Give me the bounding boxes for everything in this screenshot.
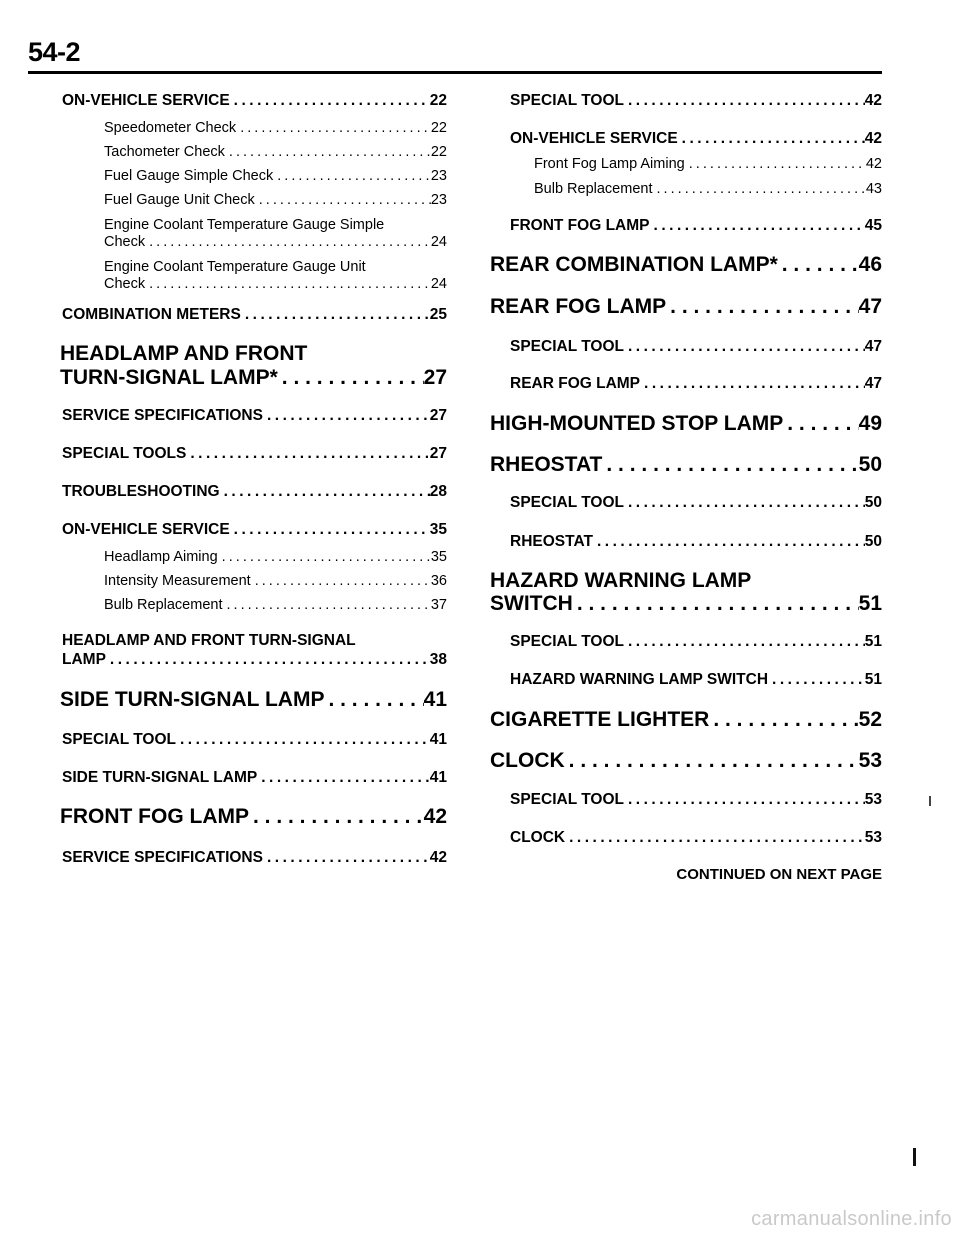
toc-entry[interactable] [490, 708, 882, 732]
toc-entry-label: CLOCK [490, 749, 565, 772]
toc-entry[interactable] [510, 671, 882, 689]
leader-dots [273, 168, 431, 184]
leader-dots [223, 597, 431, 613]
toc-entry-label: RHEOSTAT [510, 533, 593, 550]
toc-entry[interactable] [510, 217, 882, 235]
scan-speck [913, 1148, 916, 1166]
toc-entry-label: ON-VEHICLE SERVICE [510, 130, 678, 147]
toc-entry-label: Front Fog Lamp Aiming [534, 156, 685, 172]
leader-dots [602, 453, 858, 477]
toc-entry-label: REAR COMBINATION LAMP* [490, 253, 778, 276]
leader-dots [685, 156, 866, 172]
leader-dots [278, 366, 424, 390]
toc-entry-page: 25 [429, 306, 447, 323]
continued-note: CONTINUED ON NEXT PAGE [676, 866, 882, 883]
toc-entry-label: Check [104, 276, 146, 292]
toc-entry-page: 43 [865, 181, 882, 197]
leader-dots [768, 671, 865, 689]
toc-entry-label: Headlamp Aiming [104, 549, 218, 565]
toc-entry-label: TROUBLESHOOTING [62, 483, 220, 500]
toc-entry-page: 35 [429, 521, 447, 538]
toc-entry-label: Intensity Measurement [104, 573, 251, 589]
toc-entry[interactable] [510, 375, 882, 393]
leader-dots [145, 276, 431, 292]
leader-dots [650, 217, 865, 235]
toc-entry[interactable] [490, 253, 882, 277]
toc-entry-page: 38 [429, 651, 447, 668]
toc-entry[interactable] [534, 181, 882, 197]
toc-entry-label: HAZARD WARNING LAMP SWITCH [510, 671, 769, 688]
toc-entry-page: 42 [423, 805, 447, 828]
header-rule [28, 71, 882, 74]
leader-dots [236, 120, 431, 136]
toc-entry-page: 42 [864, 130, 882, 147]
toc-entry-page: 23 [430, 168, 447, 184]
toc-entry[interactable] [60, 805, 447, 829]
toc-entry[interactable] [62, 731, 447, 749]
toc-entry[interactable] [104, 573, 447, 589]
toc-entry-label: Tachometer Check [104, 144, 225, 160]
toc-entry-label: COMBINATION METERS [62, 306, 241, 323]
leader-dots [106, 651, 430, 669]
toc-entry[interactable] [104, 549, 447, 565]
leader-dots [783, 412, 858, 436]
toc-entry[interactable] [534, 156, 882, 172]
toc-entry-page: 22 [429, 92, 447, 109]
toc-entry-page: 50 [864, 533, 882, 550]
toc-entry-label: ON-VEHICLE SERVICE [62, 521, 230, 538]
toc-entry[interactable] [62, 651, 447, 669]
leader-dots [565, 749, 859, 773]
leader-dots [241, 306, 430, 324]
toc-entry-page: 46 [858, 253, 882, 276]
toc-entry-page: 42 [865, 156, 882, 172]
toc-entry[interactable] [62, 521, 447, 539]
toc-entry-page: 50 [858, 453, 882, 476]
toc-entry-label: Bulb Replacement [104, 597, 223, 613]
leader-dots [666, 295, 858, 319]
toc-entry-page: 45 [864, 217, 882, 234]
watermark: carmanualsonline.info [751, 1208, 952, 1230]
toc-entry[interactable] [104, 234, 447, 250]
toc-entry[interactable] [104, 597, 447, 613]
toc-entry[interactable] [62, 306, 447, 324]
leader-dots [145, 234, 431, 250]
toc-entry[interactable] [510, 633, 882, 651]
leader-dots [225, 144, 431, 160]
leader-dots [251, 573, 431, 589]
toc-entry-page: 52 [858, 708, 882, 731]
toc-entry-page: 42 [429, 849, 447, 866]
toc-entry[interactable] [510, 130, 882, 148]
toc-entry-label: Check [104, 234, 146, 250]
leader-dots [230, 92, 430, 110]
toc-entry-page: 24 [430, 276, 447, 292]
toc-entry[interactable] [490, 412, 882, 436]
toc-entry-page: 51 [864, 633, 882, 650]
leader-dots [263, 407, 430, 425]
toc-entry-label: Speedometer Check [104, 120, 237, 136]
leader-dots [593, 533, 865, 551]
toc-entry-page: 27 [423, 366, 447, 389]
toc-entry-page: 22 [430, 144, 447, 160]
toc-entry[interactable] [104, 168, 447, 184]
leader-dots [624, 338, 865, 356]
toc-entry-label: CLOCK [510, 829, 566, 846]
leader-dots [565, 829, 865, 847]
leader-dots [218, 549, 431, 565]
toc-entry-page: 41 [429, 769, 447, 786]
toc-entry-page: 49 [858, 412, 882, 435]
toc-entry-label: ON-VEHICLE SERVICE [62, 92, 230, 109]
toc-entry[interactable] [62, 483, 447, 501]
toc-entry[interactable] [104, 192, 447, 208]
toc-entry-label: LAMP [62, 651, 106, 668]
leader-dots [709, 708, 858, 732]
toc-entry[interactable] [62, 849, 447, 867]
toc-entry-page: 51 [864, 671, 882, 688]
leader-dots [678, 130, 865, 148]
leader-dots [249, 805, 424, 829]
toc-entry-label: FRONT FOG LAMP [60, 805, 249, 828]
toc-entry-label: HIGH-MOUNTED STOP LAMP [490, 412, 784, 435]
toc-entry-page: 42 [864, 92, 882, 109]
leader-dots [778, 253, 859, 277]
toc-entry-label: SWITCH [490, 592, 573, 615]
toc-entry-label: SPECIAL TOOL [62, 731, 176, 748]
toc-entry-label: TURN-SIGNAL LAMP* [60, 366, 278, 389]
toc-entry-label: REAR FOG LAMP [490, 295, 667, 318]
toc-entry-label: SIDE TURN-SIGNAL LAMP [62, 769, 258, 786]
toc-entry-label: REAR FOG LAMP [510, 375, 641, 392]
toc-entry-label: SERVICE SPECIFICATIONS [62, 407, 263, 424]
toc-entry-label: CIGARETTE LIGHTER [490, 708, 710, 731]
toc-entry[interactable] [62, 769, 447, 787]
leader-dots [230, 521, 430, 539]
toc-entry[interactable] [62, 407, 447, 425]
toc-entry-page: 35 [430, 549, 447, 565]
toc-entry-page: 41 [429, 731, 447, 748]
leader-dots [220, 483, 430, 501]
toc-entry[interactable] [104, 120, 447, 136]
toc-entry-label-line1: HEADLAMP AND FRONT [60, 342, 308, 365]
toc-entry-page: 24 [430, 234, 447, 250]
toc-entry[interactable] [60, 688, 447, 712]
toc-entry-page: 41 [423, 688, 447, 711]
toc-entry-page: 23 [430, 192, 447, 208]
leader-dots [186, 445, 429, 463]
leader-dots [624, 494, 865, 512]
toc-entry-page: 27 [429, 407, 447, 424]
toc-entry[interactable] [62, 92, 447, 110]
toc-entry-page: 53 [864, 829, 882, 846]
toc-entry-label: SPECIAL TOOL [510, 494, 624, 511]
leader-dots [257, 769, 430, 787]
toc-entry[interactable] [510, 338, 882, 356]
leader-dots [624, 92, 865, 110]
leader-dots [573, 592, 859, 616]
page-number: 54-2 [28, 37, 81, 67]
toc-entry-page: 47 [864, 375, 882, 392]
toc-entry-label: SPECIAL TOOL [510, 338, 624, 355]
leader-dots [255, 192, 431, 208]
toc-entry-page: 50 [864, 494, 882, 511]
leader-dots [263, 849, 430, 867]
toc-entry-label: SPECIAL TOOL [510, 791, 624, 808]
leader-dots [653, 181, 866, 197]
scan-speck [929, 796, 931, 806]
toc-entry[interactable] [490, 592, 882, 616]
toc-entry[interactable] [510, 92, 882, 110]
toc-entry-page: 28 [429, 483, 447, 500]
toc-entry-page: 47 [858, 295, 882, 318]
toc-entry-label: Bulb Replacement [534, 181, 653, 197]
toc-entry-label: SPECIAL TOOL [510, 92, 624, 109]
toc-entry-label: SPECIAL TOOL [510, 633, 624, 650]
toc-entry-page: 53 [858, 749, 882, 772]
leader-dots [640, 375, 865, 393]
toc-entry-label-line1: Engine Coolant Temperature Gauge Unit [104, 259, 366, 275]
toc-entry-label: SPECIAL TOOLS [62, 445, 187, 462]
toc-entry-page: 27 [429, 445, 447, 462]
toc-entry-label: Fuel Gauge Unit Check [104, 192, 255, 208]
toc-entry-page: 37 [430, 597, 447, 613]
toc-entry[interactable] [104, 276, 447, 292]
toc-entry-label: SERVICE SPECIFICATIONS [62, 849, 263, 866]
toc-entry[interactable] [510, 791, 882, 809]
toc-entry[interactable] [490, 749, 882, 773]
toc-entry-label: RHEOSTAT [490, 453, 603, 476]
toc-entry-label: FRONT FOG LAMP [510, 217, 650, 234]
toc-entry-page: 53 [864, 791, 882, 808]
toc-entry[interactable] [510, 533, 882, 551]
toc-entry[interactable] [510, 829, 882, 847]
toc-entry[interactable] [104, 144, 447, 160]
leader-dots [624, 633, 865, 651]
toc-entry-label-line1: HEADLAMP AND FRONT TURN-SIGNAL [62, 632, 356, 649]
toc-entry[interactable] [62, 445, 447, 463]
toc-entry[interactable] [490, 453, 882, 477]
toc-entry[interactable] [490, 295, 882, 319]
toc-entry[interactable] [510, 494, 882, 512]
toc-entry-page: 51 [858, 592, 882, 615]
leader-dots [324, 688, 423, 712]
leader-dots [176, 731, 430, 749]
leader-dots [624, 791, 865, 809]
toc-entry-page: 22 [430, 120, 447, 136]
toc-entry[interactable] [60, 366, 447, 390]
toc-entry-label-line1: HAZARD WARNING LAMP [490, 569, 752, 592]
toc-entry-page: 36 [430, 573, 447, 589]
toc-entry-label: Fuel Gauge Simple Check [104, 168, 274, 184]
toc-entry-label: SIDE TURN-SIGNAL LAMP [60, 688, 325, 711]
toc-entry-page: 47 [864, 338, 882, 355]
toc-entry-label-line1: Engine Coolant Temperature Gauge Simple [104, 217, 385, 233]
